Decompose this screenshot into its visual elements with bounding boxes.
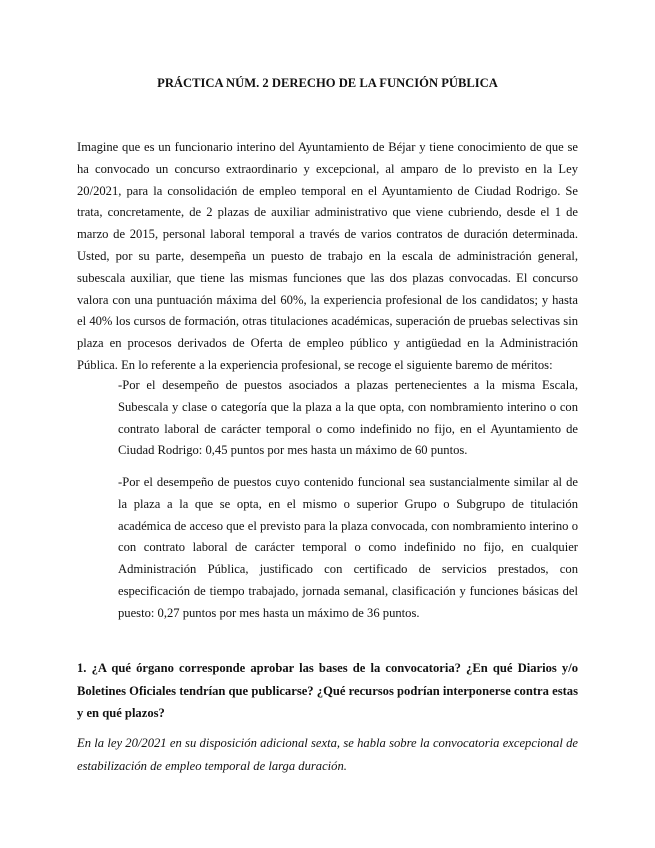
question-heading: 1. ¿A qué órgano corresponde aprobar las bases de la convocatoria? ¿En qué Diarios y/o Boletines Oficiales tendrían que publicarse? ¿Qué recursos podrían interponerse contra estas y en qué plazos? (77, 661, 578, 720)
answer-paragraph: En la ley 20/2021 en su disposición adicional sexta, se habla sobre la convocatoria excepcional de estabilización de empleo temporal de larga duración. (77, 736, 578, 773)
merit-item: -Por el desempeño de puestos asociados a plazas pertenecientes a la misma Escala, Subescala y clase o categoría que la plaza a la que opta, con nombramiento interino o con contrato laboral de carácter temporal o como indefinido no fijo, en el Ayuntamiento de Ciudad Rodrigo: 0,45 puntos por mes hasta un máximo de 60 puntos. (118, 378, 578, 458)
intro-paragraph: Imagine que es un funcionario interino del Ayuntamiento de Béjar y tiene conocimiento de que se ha convocado un concurso extraordinario y excepcional, al amparo de lo previsto en la Ley 20/2021, para la consolidación de empleo temporal en el Ayuntamiento de Ciudad Rodrigo. Se trata, concretamente, de 2 plazas de auxiliar administrativo que viene cubriendo, desde el 1 de marzo de 2015, personal laboral temporal a través de varios contratos de duración determinada. Usted, por su parte, desempeña un puesto de trabajo en la escala de administración general, subescala auxiliar, que tiene las mismas funciones que las dos plazas convocadas. El concurso valora con una puntuación máxima del 60%, la experiencia profesional de los candidatos; y hasta el 40% los cursos de formación, otras titulaciones académicas, superación de pruebas selectivas sin plaza en procesos derivados de Oferta de empleo público y antigüedad en la Administración Pública. En lo referente a la experiencia profesional, se recoge el siguiente baremo de méritos: (77, 140, 578, 372)
merit-item: -Por el desempeño de puestos cuyo contenido funcional sea sustancialmente similar al de la plaza a la que se opta, en el mismo o superior Grupo o Subgrupo de titulación académica de acceso que el previsto para la plaza convocada, con nombramiento interino o con contrato laboral de carácter temporal o como indefinido no fijo, en cualquier Administración Pública, justificado con certificado de servicios prestados, con especificación de tiempo trabajado, jornada semanal, clasificación y funciones básicas del puesto: 0,27 puntos por mes hasta un máximo de 36 puntos. (118, 475, 578, 620)
document-title: PRÁCTICA NÚM. 2 DERECHO DE LA FUNCIÓN PÚBLICA (157, 76, 498, 90)
